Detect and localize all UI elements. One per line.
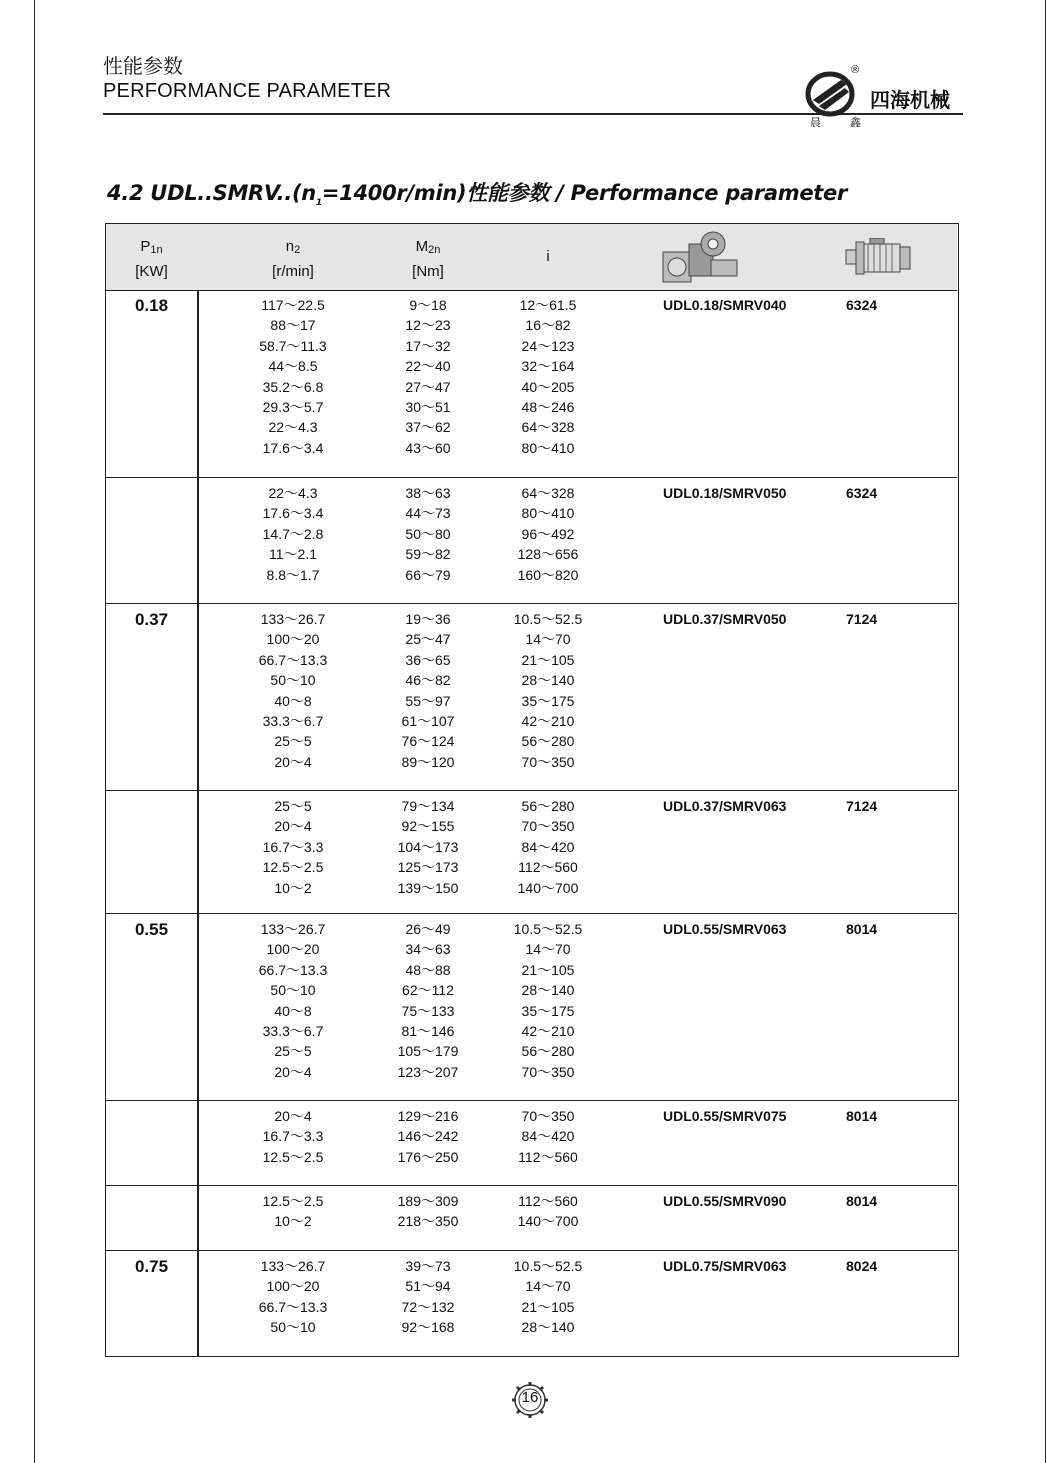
- table-row: [198, 1191, 618, 1211]
- table-row: [198, 565, 618, 585]
- table-row: [198, 438, 618, 458]
- ratio-cell: 40～205: [521, 378, 575, 395]
- output-speed-cell: 40～8: [274, 1002, 312, 1019]
- output-torque-cell: 189～309: [397, 1193, 459, 1209]
- output-torque-cell: 59～82: [405, 546, 451, 563]
- table-row: [198, 336, 618, 356]
- table-block: [106, 477, 957, 604]
- output-torque-cell: 39～73: [405, 1258, 451, 1274]
- power-value: 0.55: [134, 920, 169, 939]
- table-row: [198, 731, 618, 751]
- output-torque-cell: 76～124: [401, 733, 455, 750]
- output-speed-cell: 50～10: [270, 1319, 316, 1336]
- output-speed-cell: 50～10: [270, 672, 316, 689]
- ratio-cell: 140～700: [517, 1213, 579, 1230]
- ratio-cell: 70～350: [521, 1108, 575, 1124]
- ratio-cell: 28～140: [521, 672, 575, 689]
- ratio-cell: 42～210: [521, 1022, 575, 1039]
- table-row: [198, 691, 618, 711]
- ratio-cell: 16～82: [525, 317, 571, 334]
- output-speed-cell: 117～22.5: [261, 297, 325, 313]
- table-row: [198, 1106, 618, 1126]
- ratio-cell: 24～123: [521, 337, 575, 354]
- output-torque-cell: 22～40: [405, 358, 451, 375]
- motor-code: 8024: [846, 1258, 878, 1274]
- ratio-cell: 21～105: [521, 651, 575, 668]
- output-torque-cell: 79～134: [401, 798, 455, 814]
- block-rows: [198, 1106, 618, 1167]
- model-code: UDL0.37/SMRV063: [663, 798, 787, 814]
- ratio-cell: 10.5～52.5: [513, 611, 583, 627]
- table-block: [106, 1250, 957, 1357]
- table-row: [198, 711, 618, 731]
- ratio-cell: 56～280: [521, 733, 575, 750]
- table-row: [198, 1276, 618, 1296]
- header-power: $P_{1n}$ [KW]: [135, 238, 168, 280]
- table-row: [198, 1317, 618, 1337]
- output-torque-cell: 146～242: [397, 1128, 459, 1145]
- table-header: [106, 224, 957, 291]
- output-torque-cell: 139～150: [397, 879, 459, 896]
- block-rows: [198, 1256, 618, 1338]
- header-title-en: PERFORMANCE PARAMETER: [103, 80, 392, 102]
- block-rows: [198, 609, 618, 772]
- ratio-cell: 84～420: [521, 1128, 575, 1145]
- output-torque-cell: 50～80: [405, 525, 451, 542]
- output-speed-cell: 29.3～5.7: [262, 398, 324, 415]
- output-torque-cell: 51～94: [405, 1278, 451, 1295]
- table-row: [198, 670, 618, 690]
- output-speed-cell: 58.7～11.3: [259, 337, 327, 354]
- output-torque-cell: 19～36: [405, 611, 451, 627]
- header-ratio: i: [546, 248, 550, 265]
- table-block: [106, 290, 957, 477]
- table-row: [198, 609, 618, 629]
- output-torque-cell: 26～49: [405, 921, 451, 937]
- table-row: [198, 939, 618, 959]
- table-row: [198, 1211, 618, 1231]
- output-speed-cell: 40～8: [274, 692, 312, 709]
- power-value: 0.75: [134, 1257, 169, 1276]
- ratio-cell: 35～175: [521, 692, 575, 709]
- table-block: [106, 1185, 957, 1251]
- section-title: 4.2 $UDL..SMRV..(n_1=1400r/\min)$性能参数 / Performance parameter: [107, 181, 848, 209]
- block-rows: [198, 796, 618, 898]
- output-speed-cell: 25～5: [274, 1043, 312, 1060]
- ratio-cell: 14～70: [525, 941, 571, 958]
- output-torque-cell: 92～168: [401, 1319, 455, 1336]
- output-torque-cell: 89～120: [401, 753, 455, 770]
- table-row: [198, 295, 618, 315]
- output-torque-cell: 218～350: [397, 1213, 459, 1230]
- table-row: [198, 356, 618, 376]
- output-speed-cell: 66.7～13.3: [258, 961, 328, 978]
- output-speed-cell: 17.6～3.4: [262, 505, 324, 522]
- output-torque-cell: 125～173: [397, 859, 459, 876]
- output-speed-cell: 11～2.1: [269, 546, 317, 563]
- table-row: [198, 483, 618, 503]
- output-speed-cell: 22～4.3: [268, 419, 318, 436]
- motor-code: 7124: [846, 611, 878, 627]
- output-torque-cell: 30～51: [405, 398, 451, 415]
- ratio-cell: 12～61.5: [519, 297, 577, 313]
- output-speed-cell: 133～26.7: [260, 1258, 326, 1274]
- ratio-cell: 32～164: [521, 358, 575, 375]
- table-block: [106, 913, 957, 1101]
- header-output-speed: $n_2$ [r/min]: [272, 238, 314, 280]
- output-torque-cell: 61～107: [401, 712, 455, 729]
- output-speed-cell: 12.5～2.5: [262, 859, 324, 876]
- output-speed-cell: 100～20: [266, 631, 320, 648]
- table-row: [198, 524, 618, 544]
- ratio-cell: 10.5～52.5: [513, 921, 583, 937]
- table-row: [198, 377, 618, 397]
- output-speed-cell: 25～5: [274, 733, 312, 750]
- model-code: UDL0.55/SMRV075: [663, 1108, 787, 1124]
- output-torque-cell: 44～73: [405, 505, 451, 522]
- output-speed-cell: 12.5～2.5: [262, 1193, 324, 1209]
- ratio-cell: 64～328: [521, 485, 575, 501]
- output-speed-cell: 20～4: [274, 1063, 312, 1080]
- output-torque-cell: 38～63: [405, 485, 451, 501]
- output-speed-cell: 10～2: [274, 1213, 312, 1230]
- table-row: [198, 1297, 618, 1317]
- motor-icon: [844, 238, 914, 278]
- output-torque-cell: 92～155: [401, 818, 455, 835]
- output-speed-cell: 66.7～13.3: [258, 1298, 328, 1315]
- output-speed-cell: 88～17: [270, 317, 316, 334]
- model-code: UDL0.37/SMRV050: [663, 611, 787, 627]
- table-row: [198, 1041, 618, 1061]
- output-speed-cell: 17.6～3.4: [262, 439, 324, 456]
- model-code: UDL0.55/SMRV063: [663, 921, 787, 937]
- block-rows: [198, 1191, 618, 1232]
- ratio-cell: 10.5～52.5: [513, 1258, 583, 1274]
- table-row: [198, 650, 618, 670]
- ratio-cell: 140～700: [517, 879, 579, 896]
- model-code: UDL0.55/SMRV090: [663, 1193, 787, 1209]
- table-row: [198, 1062, 618, 1082]
- table-row: [198, 919, 618, 939]
- output-torque-cell: 34～63: [405, 941, 451, 958]
- table-row: [198, 752, 618, 772]
- block-rows: [198, 295, 618, 458]
- table-row: [198, 397, 618, 417]
- output-torque-cell: 176～250: [397, 1148, 459, 1165]
- output-torque-cell: 72～132: [401, 1298, 455, 1315]
- output-torque-cell: 81～146: [401, 1022, 455, 1039]
- ratio-cell: 64～328: [521, 419, 575, 436]
- output-speed-cell: 10～2: [274, 879, 312, 896]
- page-number: 16: [521, 1389, 539, 1406]
- header-output-torque: $M_{2n}$ [Nm]: [412, 238, 444, 280]
- ratio-cell: 112～560: [518, 859, 578, 876]
- model-code: UDL0.18/SMRV040: [663, 297, 787, 313]
- output-torque-cell: 25～47: [405, 631, 451, 648]
- table-row: [198, 629, 618, 649]
- table-row: [198, 816, 618, 836]
- ratio-cell: 70～350: [521, 753, 575, 770]
- brand-sub-2: 鑫: [850, 116, 861, 129]
- ratio-cell: 80～410: [521, 505, 575, 522]
- table-row: [198, 796, 618, 816]
- power-value: 0.18: [134, 296, 169, 315]
- output-torque-cell: 105～179: [397, 1043, 459, 1060]
- output-torque-cell: 27～47: [405, 378, 451, 395]
- table-row: [198, 1256, 618, 1276]
- model-code: UDL0.75/SMRV063: [663, 1258, 787, 1274]
- table-row: [198, 1147, 618, 1167]
- table-block: [106, 790, 957, 914]
- table-row: [198, 503, 618, 523]
- ratio-cell: 28～140: [521, 982, 575, 999]
- ratio-cell: 112～560: [518, 1148, 578, 1165]
- table-row: [198, 837, 618, 857]
- output-speed-cell: 14.7～2.8: [262, 525, 324, 542]
- ratio-cell: 42～210: [521, 712, 575, 729]
- output-torque-cell: 62～112: [402, 982, 454, 999]
- output-torque-cell: 48～88: [405, 961, 451, 978]
- output-torque-cell: 75～133: [401, 1002, 455, 1019]
- brand-name: 四海机械: [870, 88, 950, 112]
- output-speed-cell: 25～5: [274, 798, 312, 814]
- output-torque-cell: 129～216: [397, 1108, 459, 1124]
- motor-code: 8014: [846, 1108, 878, 1124]
- ratio-cell: 70～350: [521, 818, 575, 835]
- output-speed-cell: 133～26.7: [260, 921, 326, 937]
- output-speed-cell: 33.3～6.7: [262, 712, 324, 729]
- ratio-cell: 21～105: [521, 961, 575, 978]
- output-torque-cell: 37～62: [405, 419, 451, 436]
- output-speed-cell: 33.3～6.7: [262, 1022, 324, 1039]
- ratio-cell: 21～105: [521, 1298, 575, 1315]
- gearbox-icon: [661, 230, 741, 284]
- output-torque-cell: 17～32: [405, 337, 451, 354]
- output-speed-cell: 50～10: [270, 982, 316, 999]
- output-speed-cell: 35.2～6.8: [262, 378, 324, 395]
- output-torque-cell: 36～65: [405, 651, 451, 668]
- output-torque-cell: 9～18: [409, 297, 447, 313]
- ratio-cell: 48～246: [521, 398, 575, 415]
- header-title-cn: 性能参数: [103, 54, 183, 78]
- ratio-cell: 35～175: [521, 1002, 575, 1019]
- output-speed-cell: 12.5～2.5: [262, 1148, 324, 1165]
- motor-code: 7124: [846, 798, 878, 814]
- ratio-cell: 84～420: [521, 838, 575, 855]
- output-torque-cell: 104～173: [397, 838, 459, 855]
- table-row: [198, 1001, 618, 1021]
- ratio-cell: 112～560: [518, 1193, 578, 1209]
- block-rows: [198, 483, 618, 585]
- output-speed-cell: 100～20: [266, 1278, 320, 1295]
- output-speed-cell: 133～26.7: [260, 611, 326, 627]
- table-row: [198, 417, 618, 437]
- ratio-cell: 128～656: [517, 546, 579, 563]
- ratio-cell: 56～280: [521, 798, 575, 814]
- motor-code: 6324: [846, 297, 878, 313]
- output-speed-cell: 66.7～13.3: [258, 651, 328, 668]
- registered-mark: ®: [851, 64, 860, 76]
- output-torque-cell: 123～207: [397, 1063, 459, 1080]
- table-row: [198, 544, 618, 564]
- output-speed-cell: 16.7～3.3: [262, 838, 324, 855]
- model-code: UDL0.18/SMRV050: [663, 485, 787, 501]
- table-row: [198, 857, 618, 877]
- output-speed-cell: 20～4: [274, 753, 312, 770]
- motor-code: 6324: [846, 485, 878, 501]
- table-row: [198, 980, 618, 1000]
- motor-code: 8014: [846, 1193, 878, 1209]
- output-torque-cell: 55～97: [405, 692, 451, 709]
- table-row: [198, 315, 618, 335]
- ratio-cell: 56～280: [521, 1043, 575, 1060]
- table-block: [106, 603, 957, 791]
- table-row: [198, 1126, 618, 1146]
- ratio-cell: 28～140: [521, 1319, 575, 1336]
- output-speed-cell: 8.8～1.7: [266, 566, 320, 583]
- ratio-cell: 14～70: [525, 1278, 571, 1295]
- table-block: [106, 1100, 957, 1186]
- output-torque-cell: 43～60: [405, 439, 451, 456]
- output-speed-cell: 20～4: [274, 1108, 312, 1124]
- table-row: [198, 1021, 618, 1041]
- output-speed-cell: 100～20: [266, 941, 320, 958]
- brand-sub-1: 晨: [810, 116, 821, 129]
- output-speed-cell: 22～4.3: [268, 485, 318, 501]
- ratio-cell: 80～410: [521, 439, 575, 456]
- ratio-cell: 70～350: [521, 1063, 575, 1080]
- ratio-cell: 14～70: [525, 631, 571, 648]
- performance-table: [105, 223, 959, 1357]
- motor-code: 8014: [846, 921, 878, 937]
- block-rows: [198, 919, 618, 1082]
- output-torque-cell: 46～82: [405, 672, 451, 689]
- output-torque-cell: 12～23: [405, 317, 451, 334]
- output-torque-cell: 66～79: [405, 566, 451, 583]
- ratio-cell: 96～492: [521, 525, 575, 542]
- ratio-cell: 160～820: [517, 566, 579, 583]
- output-speed-cell: 44～8.5: [268, 358, 318, 375]
- output-speed-cell: 20～4: [274, 818, 312, 835]
- power-value: 0.37: [134, 610, 169, 629]
- table-row: [198, 960, 618, 980]
- table-row: [198, 878, 618, 898]
- output-speed-cell: 16.7～3.3: [262, 1128, 324, 1145]
